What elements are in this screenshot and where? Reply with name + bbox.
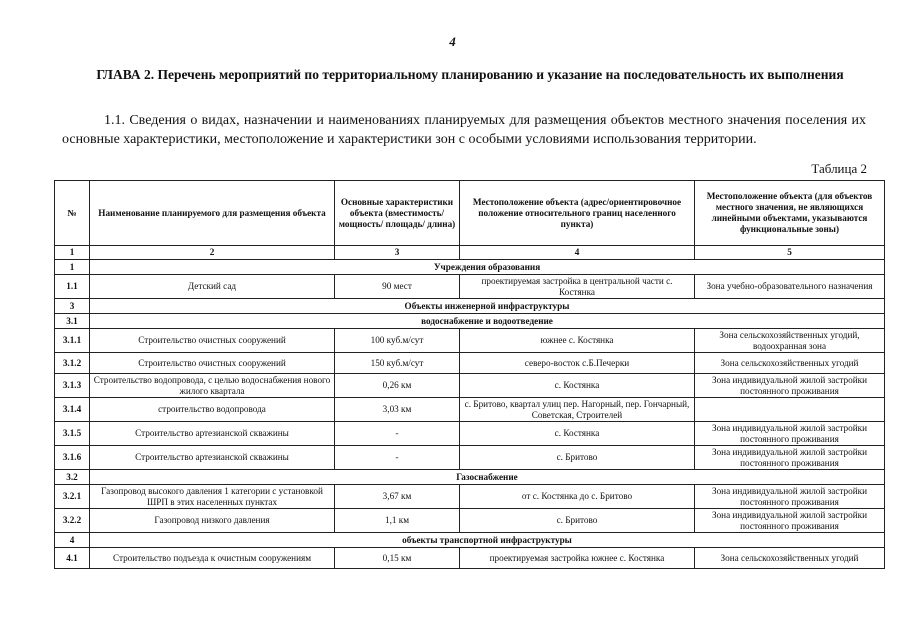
table-row bbox=[55, 398, 885, 422]
functional-zone-cell: Зона индивидуальной жилой застройки постоянного проживания bbox=[695, 485, 885, 509]
characteristics-cell: 3,67 км bbox=[335, 485, 460, 509]
functional-zone-cell: Зона сельскохозяйственных угодий bbox=[695, 548, 885, 569]
header-characteristics: Основные характеристики объекта (вместимость/ мощность/ площадь/ длина) bbox=[335, 181, 460, 246]
object-name-cell: строительство водопровода bbox=[90, 398, 335, 422]
location-cell: с. Бритово, квартал улиц пер. Нагорный, пер. Гончарный, Советская, Строителей bbox=[460, 398, 695, 422]
table-row bbox=[55, 353, 885, 374]
column-number: 3 bbox=[335, 246, 460, 260]
section-row bbox=[55, 470, 885, 485]
header-location: Местоположение объекта (адрес/ориентировочное положение относительного границ населенного пункта) bbox=[460, 181, 695, 246]
section-title: Газоснабжение bbox=[90, 470, 885, 485]
row-number: 3.2.2 bbox=[55, 509, 90, 533]
table-row bbox=[55, 485, 885, 509]
characteristics-cell: 100 куб.м/сут bbox=[335, 329, 460, 353]
table-row bbox=[55, 509, 885, 533]
row-number: 3.1.6 bbox=[55, 446, 90, 470]
column-number: 2 bbox=[90, 246, 335, 260]
table-header-row bbox=[55, 181, 885, 246]
object-name-cell: Газопровод низкого давления bbox=[90, 509, 335, 533]
object-name-cell: Строительство артезианской скважины bbox=[90, 422, 335, 446]
section-title: Объекты инженерной инфраструктуры bbox=[90, 299, 885, 314]
page-number: 4 bbox=[449, 34, 456, 49]
location-cell: с. Бритово bbox=[460, 509, 695, 533]
row-number: 3.1.1 bbox=[55, 329, 90, 353]
header-number: № bbox=[55, 181, 90, 246]
header-functional-zone: Местоположение объекта (для объектов местного значения, не являющихся линейными объектами, указываются функциональные зоны) bbox=[695, 181, 885, 246]
object-name-cell: Строительство очистных сооружений bbox=[90, 353, 335, 374]
table-row bbox=[55, 422, 885, 446]
column-number: 5 bbox=[695, 246, 885, 260]
table-row bbox=[55, 275, 885, 299]
column-number: 4 bbox=[460, 246, 695, 260]
functional-zone-cell: Зона сельскохозяйственных угодий, водоохранная зона bbox=[695, 329, 885, 353]
row-number: 3.1.5 bbox=[55, 422, 90, 446]
table-body bbox=[55, 246, 885, 569]
section-row bbox=[55, 299, 885, 314]
functional-zone-cell: Зона индивидуальной жилой застройки постоянного проживания bbox=[695, 509, 885, 533]
object-name-cell: Детский сад bbox=[90, 275, 335, 299]
functional-zone-cell: Зона сельскохозяйственных угодий bbox=[695, 353, 885, 374]
row-number: 3.1.2 bbox=[55, 353, 90, 374]
row-number: 4.1 bbox=[55, 548, 90, 569]
location-cell: северо-восток с.Б.Печерки bbox=[460, 353, 695, 374]
intro-paragraph: 1.1. Сведения о видах, назначении и наименованиях планируемых для размещения объектов местного значения поселения их основные характеристики, местоположение и характеристики зон с особыми условиями использования территории. bbox=[62, 113, 866, 147]
object-name-cell: Газопровод высокого давления 1 категории с установкой ШРП в этих населенных пунктах bbox=[90, 485, 335, 509]
functional-zone-cell: Зона индивидуальной жилой застройки постоянного проживания bbox=[695, 422, 885, 446]
object-name-cell: Строительство подъезда к очистным сооружениям bbox=[90, 548, 335, 569]
section-number: 4 bbox=[55, 533, 90, 548]
column-number-row bbox=[55, 246, 885, 260]
table-label: Таблица 2 bbox=[811, 161, 867, 176]
row-number: 3.1.4 bbox=[55, 398, 90, 422]
characteristics-cell: 3,03 км bbox=[335, 398, 460, 422]
table-row bbox=[55, 446, 885, 470]
location-cell: южнее с. Костянка bbox=[460, 329, 695, 353]
chapter-title: ГЛАВА 2. Перечень мероприятий по территориальному планированию и указание на последовательность их выполнения bbox=[96, 67, 844, 82]
table-row bbox=[55, 548, 885, 569]
section-row bbox=[55, 260, 885, 275]
characteristics-cell: 1,1 км bbox=[335, 509, 460, 533]
functional-zone-cell: Зона учебно-образовательного назначения bbox=[695, 275, 885, 299]
object-name-cell: Строительство артезианской скважины bbox=[90, 446, 335, 470]
location-cell: с. Костянка bbox=[460, 374, 695, 398]
measures-table bbox=[54, 180, 885, 569]
section-title: Учреждения образования bbox=[90, 260, 885, 275]
functional-zone-cell bbox=[695, 398, 885, 422]
location-cell: проектируемая застройка южнее с. Костянка bbox=[460, 548, 695, 569]
characteristics-cell: 150 куб.м/сут bbox=[335, 353, 460, 374]
section-title: объекты транспортной инфраструктуры bbox=[90, 533, 885, 548]
section-number: 1 bbox=[55, 260, 90, 275]
characteristics-cell: - bbox=[335, 422, 460, 446]
section-number: 3.1 bbox=[55, 314, 90, 329]
table-row bbox=[55, 374, 885, 398]
section-number: 3 bbox=[55, 299, 90, 314]
section-row bbox=[55, 314, 885, 329]
location-cell: с. Бритово bbox=[460, 446, 695, 470]
functional-zone-cell: Зона индивидуальной жилой застройки постоянного проживания bbox=[695, 374, 885, 398]
characteristics-cell: 0,15 км bbox=[335, 548, 460, 569]
section-number: 3.2 bbox=[55, 470, 90, 485]
characteristics-cell: - bbox=[335, 446, 460, 470]
location-cell: проектируемая застройка в центральной части с. Костянка bbox=[460, 275, 695, 299]
column-number: 1 bbox=[55, 246, 90, 260]
section-title: водоснабжение и водоотведение bbox=[90, 314, 885, 329]
characteristics-cell: 0,26 км bbox=[335, 374, 460, 398]
functional-zone-cell: Зона индивидуальной жилой застройки постоянного проживания bbox=[695, 446, 885, 470]
row-number: 3.1.3 bbox=[55, 374, 90, 398]
location-cell: с. Костянка bbox=[460, 422, 695, 446]
object-name-cell: Строительство водопровода, с целью водоснабжения нового жилого квартала bbox=[90, 374, 335, 398]
header-object-name: Наименование планируемого для размещения объекта bbox=[90, 181, 335, 246]
characteristics-cell: 90 мест bbox=[335, 275, 460, 299]
row-number: 3.2.1 bbox=[55, 485, 90, 509]
location-cell: от с. Костянка до с. Бритово bbox=[460, 485, 695, 509]
row-number: 1.1 bbox=[55, 275, 90, 299]
table-row bbox=[55, 329, 885, 353]
object-name-cell: Строительство очистных сооружений bbox=[90, 329, 335, 353]
section-row bbox=[55, 533, 885, 548]
